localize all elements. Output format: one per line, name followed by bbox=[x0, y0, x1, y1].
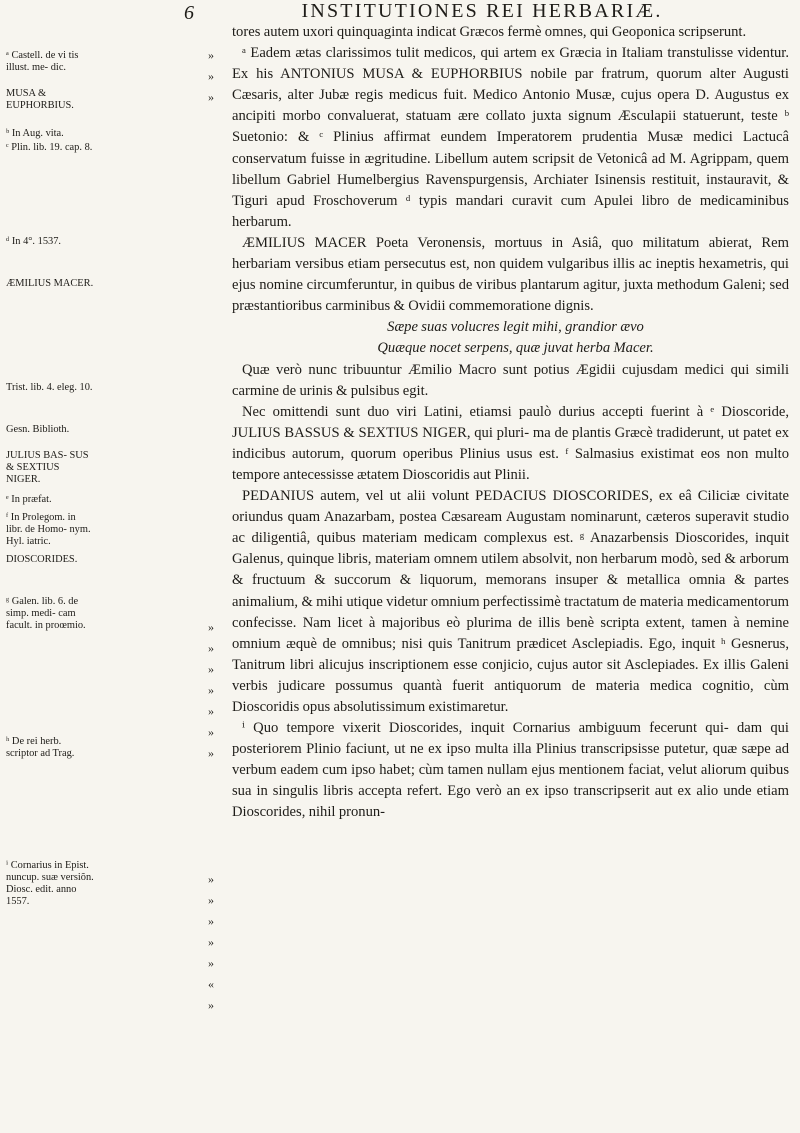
paragraph: Quæ verò nunc tribuuntur Æmilio Macro sunt potius Ægidii cujusdam medici qui simili carmine de urinis & pulsibus egit. bbox=[232, 361, 789, 399]
quote-mark: » bbox=[208, 935, 214, 949]
quote-mark: » bbox=[208, 662, 214, 676]
quote-mark: » bbox=[208, 893, 214, 907]
margin-note: ᶠ In Prolegom. in libr. de Homo- nym. Hyl. iatric. bbox=[6, 512, 91, 547]
margin-note: MUSA & EUPHORBIUS. bbox=[6, 88, 74, 111]
margin-note: ᶜ Plin. lib. 19. cap. 8. bbox=[6, 142, 93, 153]
margin-note: ÆMILIUS MACER. bbox=[6, 278, 94, 289]
quote-mark: » bbox=[208, 683, 214, 697]
margin-note: ᵍ Galen. lib. 6. de simp. medi- cam facult. in proœmio. bbox=[6, 596, 86, 631]
margin-note: Trist. lib. 4. eleg. 10. bbox=[6, 382, 93, 393]
quote-mark: » bbox=[208, 90, 214, 104]
quote-mark: » bbox=[208, 704, 214, 718]
paragraph: PEDANIUS autem, vel ut alii volunt PEDACIUS DIOSCORIDES, ex eâ Ciliciæ civitate oriundus quam Anazarbam, postea Cæsaream Augustam nominarunt, cæteros superavit studio ac diligentiâ, quibus materiam medicam complexus est. ᵍ Anazarbensis Dioscorides, inquit Galenus, quinque libris, materiam omnem utilem absolvit, non herbarum modò, sed & arborum & fructuum & succorum & liquorum, memorans insuper & metallica omnia & partes animalium, & mihi utique videtur omnium perfectissimè tractatum de materia medicamentorum confecisse. Nam licet à majoribus eò plurima de illis benè scripta extent, tamen à nemine omnium æquè de omnibus; nisi quis Tanitrum prædicet Asclepiadis. Ego, inquit ʰ Gesnerus, Tanitrum libri alicujus inscriptionem esse conjicio, cujus autor sit Asclepiades. Ex illis Galeni verbis judicare possumus quantà fuerit antiquorum de materia medica cognitio, cùm Dioscoridis opus absolutissimum existimaretur. bbox=[232, 488, 789, 715]
quote-mark: » bbox=[208, 620, 214, 634]
margin-note: ᵉ In præfat. bbox=[6, 494, 52, 505]
running-title: INSTITUTIONES REI HERBARIÆ. bbox=[301, 0, 663, 22]
paragraph: ⁱ Quo tempore vixerit Dioscorides, inquit Cornarius ambiguum fecerunt qui- dam qui posteriorem Plinio faciunt, ut ne ex ipso multa illa Plinius transcripsisse putetur, quæ sæpe ad verbum eadem cum ipso habet; cùm tamen nullam ejus mentionem faciat, velut aliorum quibus sua in singulis libris accepta refert. Ego verò an ex ipso transcripserit aut ex alio unde etiam Dioscorides, nihil pronun- bbox=[232, 720, 789, 821]
paragraph: ÆMILIUS MACER Poeta Veronensis, mortuus in Asiâ, quo militatum abierat, Rem herbariam versibus etiam persecutus est, non quidem vulgaribus illis ac ineptis hexametris, qui ejus nomine circumferuntur, in quibus de viribus plantarum agitur, juxta methodum Galeni; sed præstantioribus carminibus & Ovidii commemoratione dignis. bbox=[232, 234, 789, 315]
margin-note: ᵃ Castell. de vi tis illust. me- dic. bbox=[6, 50, 79, 73]
quote-mark: » bbox=[208, 956, 214, 970]
verse-line-1: Sæpe suas volucres legit mihi, grandior ævo bbox=[387, 319, 644, 336]
quote-mark: » bbox=[208, 998, 214, 1012]
verse-line-2: Quæque nocet serpens, quæ juvat herba Macer. bbox=[377, 340, 654, 357]
quote-mark: « bbox=[208, 977, 214, 991]
paragraph: Nec omittendi sunt duo viri Latini, etiamsi paulò durius accepti fuerint à ᵉ Dioscoride, JULIUS BASSUS & SEXTIUS NIGER, qui pluri- ma de plantis Græcè tradiderunt, ut patet ex indicibus autorum, quorum operibus Plinius usus est. ᶠ Salmasius existimat eos non multo tempore antecessisse ætatem Dioscoridis aut Plinii. bbox=[232, 403, 789, 483]
margin-note: JULIUS BAS- SUS & SEXTIUS NIGER. bbox=[6, 450, 89, 485]
quote-mark: » bbox=[208, 641, 214, 655]
paragraph: tores autem uxori quinquaginta indicat Græcos fermè omnes, qui Geoponica scripserunt. bbox=[232, 24, 747, 40]
margin-note: DIOSCORIDES. bbox=[6, 554, 78, 565]
margin-note: Gesn. Biblioth. bbox=[6, 424, 70, 435]
margin-note: ᵈ In 4°. 1537. bbox=[6, 236, 62, 247]
page-header bbox=[182, 0, 782, 22]
main-text bbox=[232, 22, 789, 824]
quote-mark: » bbox=[208, 725, 214, 739]
quote-mark: » bbox=[208, 914, 214, 928]
quote-mark: » bbox=[208, 69, 214, 83]
margin-note: ʰ De rei herb. scriptor ad Trag. bbox=[6, 736, 75, 759]
quote-mark: » bbox=[208, 746, 214, 760]
paragraph: ᵃ Eadem ætas clarissimos tulit medicos, qui artem ex Græcia in Italiam transtulisse videntur. Ex his ANTONIUS MUSA & EUPHORBIUS nobile par fratrum, quorum alter Augusti Cæsaris, alter Jubæ regis medicus fuit. Medico Antonio Musæ, cujus opera D. Augustus ex ancipiti morbo convaluerat, statuam ære collato juxta signum Æsculapii statuerunt, teste ᵇ Suetonio: & ᶜ Plinius affirmat eundem Imperatorem prudentia Musæ medici Lactucâ conservatum fuisse in ægritudine. Libellum autem scripsit de Vetonicâ ad M. Agrippam, quem libellum Gabriel Humelbergius Ravenspurgensis, Archiater Isinensis restituit, instauravit, & Tiguri apud Froschoverum ᵈ typis mandari curavit cum Apulei libro de medicaminibus herbarum. bbox=[232, 45, 789, 230]
quote-mark: » bbox=[208, 872, 214, 886]
page-number: 6 bbox=[184, 2, 194, 24]
quote-mark: » bbox=[208, 48, 214, 62]
margin-note: ᵇ In Aug. vita. bbox=[6, 128, 64, 139]
margin-note: ⁱ Cornarius in Epist. nuncup. suæ versiõn. Diosc. edit. anno 1557. bbox=[6, 860, 94, 907]
